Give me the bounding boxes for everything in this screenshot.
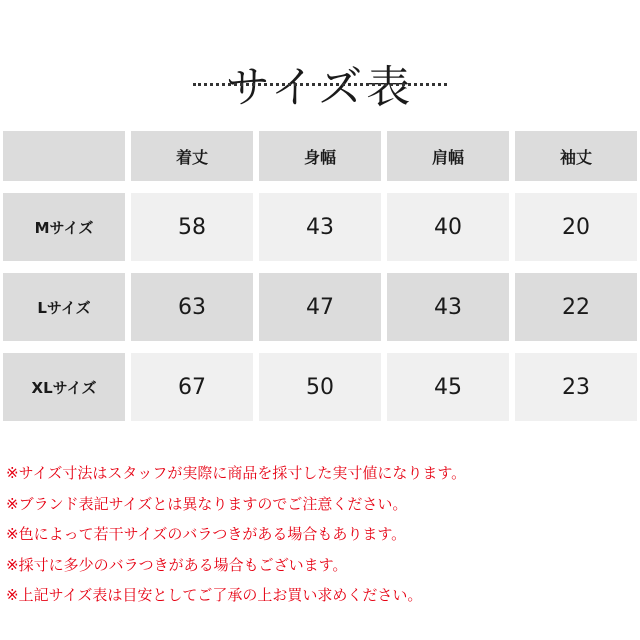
page-title: サイズ表	[225, 62, 415, 114]
table-header-length: 着丈	[131, 131, 253, 181]
note-item: ※サイズ寸法はスタッフが実際に商品を採寸した実寸値になります。	[6, 464, 467, 482]
note-item: ※採寸に多少のバラつきがある場合もございます。	[6, 555, 348, 574]
table-cell: 47	[259, 273, 381, 341]
table-header-sleeve: 袖丈	[515, 131, 637, 181]
size-table	[3, 131, 637, 421]
note-item: ※ブランド表記サイズとは異なりますのでご注意ください。	[6, 494, 408, 513]
table-cell: 67	[131, 353, 253, 421]
table-cell: 43	[259, 193, 381, 261]
table-header-shoulder: 肩幅	[387, 131, 509, 181]
row-label-m: Mサイズ	[3, 193, 125, 261]
table-cell: 50	[259, 353, 381, 421]
table-cell: 40	[387, 193, 509, 261]
table-header-width: 身幅	[259, 131, 381, 181]
table-cell: 63	[131, 273, 253, 341]
note-item: ※色によって若干サイズのバラつきがある場合もあります。	[6, 525, 407, 543]
table-cell: 20	[515, 193, 637, 261]
table-header-corner	[3, 131, 125, 181]
row-label-xl: XLサイズ	[3, 353, 125, 421]
table-cell: 22	[515, 273, 637, 341]
table-cell: 43	[387, 273, 509, 341]
table-cell: 45	[387, 353, 509, 421]
note-item: ※上記サイズ表は目安としてご了承の上お買い求めください。	[6, 586, 423, 604]
table-cell: 23	[515, 353, 637, 421]
table-cell: 58	[131, 193, 253, 261]
row-label-l: Lサイズ	[3, 273, 125, 341]
notes-list	[6, 458, 634, 611]
title-dotted-underline	[193, 83, 447, 86]
